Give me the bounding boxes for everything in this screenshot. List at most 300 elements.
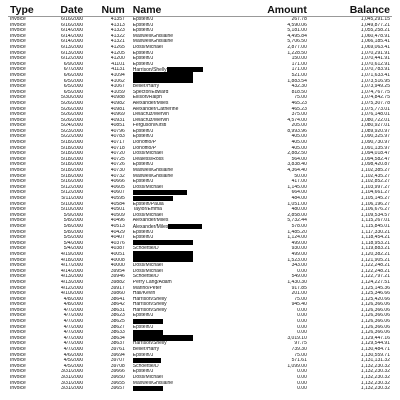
cell-balance: 1,055,258.21 [360,28,390,34]
cell-date: 5/23/2000 [60,128,84,134]
cell-balance: 1,132,230.32 [360,363,390,369]
cell-date: 6/5/2000 [63,78,84,84]
cell-num: 40969 [110,112,125,118]
redaction-bar [133,196,173,201]
ledger-sheet [8,0,392,400]
cell-type: Invoice [10,291,26,297]
cell-balance: 1,115,267.01 [361,218,390,224]
cell-type: Invoice [10,240,26,246]
cell-name: Doss/Michael [132,44,163,50]
cell-num: 40000 [110,263,125,269]
cell-name: Alexander/Miles [129,224,232,231]
cell-amount: 0.00 [297,313,307,319]
cell-name: Epstein/J [132,50,154,56]
cell-name: Epstein/J [132,28,154,34]
redaction-bar [133,72,193,77]
cell-type: Invoice [10,257,26,263]
cell-date: 5/26/2000 [60,112,84,118]
cell-type: Invoice [10,207,26,213]
cell-name: Ferguson/Kirsti [132,123,167,129]
cell-date: 3/31/2000 [60,380,84,386]
cell-amount: 571.61 [291,358,307,364]
cell-balance: 1,090,325.97 [360,134,390,140]
cell-name: Epstein/J [132,22,154,28]
cell-amount: 818.50 [291,89,307,95]
cell-num: 40607 [110,190,125,196]
cell-amount: 8,993.96 [287,128,307,134]
cell-amount: 5,732.44 [287,218,307,224]
cell-name: Dealess/Ross [132,156,164,162]
cell-name: Doss/Michael [132,151,163,157]
cell-type: Invoice [10,140,26,146]
cell-amount: 97.75 [294,341,307,347]
cell-amount: 2,882.50 [287,151,307,157]
cell-amount: 2,877.00 [287,44,307,50]
cell-balance: 1,076,148.01 [360,112,390,118]
redaction-bar [133,358,161,363]
cell-type: Invoice [10,386,26,392]
cell-type: Invoice [10,151,26,157]
cell-balance: 1,126,366.06 [360,324,390,330]
cell-balance: 1,073,949.25 [360,84,390,90]
cell-num: 41265 [110,44,125,50]
cell-amount: 499.00 [291,240,307,246]
cell-type: Invoice [10,196,26,201]
cell-type: Invoice [10,335,26,341]
cell-amount: 405.00 [291,145,307,151]
cell-name: Epstein/J [132,229,154,235]
cell-balance: 1,074,767.75 [360,89,390,95]
cell-date: 4/7/2000 [63,330,84,336]
cell-amount: 564.00 [291,156,307,162]
redaction-bar [168,224,202,229]
cell-date: 6/16/2000 [60,17,84,22]
cell-balance: 1,129,544.91 [360,341,390,347]
cell-amount: 375.00 [291,112,307,118]
cell-balance: 1,125,145.36 [360,285,390,291]
cell-name: Harrison/Shelly [132,296,167,302]
cell-balance: 1,045,291.15 [360,17,390,22]
cell-amount: 930.00 [291,246,307,252]
cell-name: Perry Lang/Adam [132,279,172,285]
cell-name: Epstein/Paula [132,201,164,207]
cell-num: 39694 [110,352,125,358]
header-name: Name [132,4,162,16]
redaction-bar [133,319,163,324]
cell-type: Invoice [10,39,26,45]
cell-date: 5/18/2000 [60,145,84,151]
cell-date: 4/5/2000 [63,358,84,364]
cell-date: 4/7/2000 [63,341,84,347]
cell-num: 41205 [110,50,125,56]
cell-num: 40982 [110,100,125,106]
cell-balance: 1,132,230.32 [360,380,390,386]
cell-balance: 1,126,366.06 [360,302,390,308]
cell-balance: 1,071,633.41 [360,72,390,78]
cell-balance: 1,075,773.01 [360,106,390,112]
cell-date: 4/18/2000 [60,257,84,263]
redaction-bar [133,335,193,340]
cell-amount: 150.00 [291,56,307,62]
cell-amount: 0.00 [297,268,307,274]
cell-balance: 1,070,441.91 [360,56,390,62]
cell-amount: 1,883.54 [287,78,307,84]
cell-amount: 0.00 [297,330,307,336]
cell-name: Doss/Michael [132,184,163,190]
cell-amount: 499.00 [291,251,307,257]
cell-name: Epstein/J [132,235,154,241]
cell-type: Invoice [10,33,26,39]
cell-name: Epstein/J [132,324,154,330]
column-header-row [8,0,392,17]
cell-num: 40730 [110,168,125,174]
cell-date: 5/18/2000 [60,168,84,174]
cell-balance: 1,074,842.75 [360,95,390,101]
cell-num: 38637 [110,341,125,347]
cell-name: Harrison/Shelly [132,341,167,347]
cell-type: Invoice [10,313,26,319]
cell-balance: 1,126,366.06 [360,330,390,336]
cell-date: 6/14/2000 [60,33,84,39]
table-row [8,386,392,392]
cell-name: Marino/Peter [132,285,162,291]
cell-amount: 75.00 [294,95,307,101]
cell-date: 5/12/2000 [60,190,84,196]
cell-num: 40376 [110,240,125,246]
cell-name: Donoffio/P [132,140,157,146]
cell-num: 40783 [110,134,125,140]
cell-date: 6/13/2000 [60,50,84,56]
cell-type: Invoice [10,61,26,67]
cell-date: 4/12/2000 [60,285,84,291]
cell-type: Invoice [10,112,26,118]
cell-date: 5/8/2000 [63,218,84,224]
cell-num: 40496 [110,218,125,224]
cell-date: 4/7/2000 [63,307,84,313]
cell-balance: 1,126,366.06 [360,313,390,319]
cell-type: Invoice [10,223,26,229]
cell-balance: 1,120,382.21 [360,251,390,257]
cell-date: 6/7/2000 [63,67,84,73]
cell-date: 5/24/2000 [60,123,84,129]
header-num: Num [101,4,125,16]
cell-name: Harrison/Shelly [132,307,167,313]
cell-date: 5/18/2000 [60,151,84,157]
cell-num: 40387 [110,246,125,252]
cell-date: 3/31/2000 [60,369,84,375]
cell-num: 38631 [110,307,125,313]
cell-balance: 1,124,227.51 [360,279,390,285]
cell-type: Invoice [10,134,26,140]
cell-num: 39707 [110,358,125,364]
cell-type: Invoice [10,168,26,174]
cell-date: 6/5/2000 [63,84,84,90]
cell-date: 5/18/2000 [60,162,84,168]
redaction-bar [133,78,193,83]
cell-date: 5/5/2000 [63,235,84,241]
cell-name: Epstein/J [132,56,154,62]
cell-num: 40720 [110,151,125,157]
cell-name: Spector/Edward [132,89,169,95]
cell-type: Invoice [10,95,26,101]
cell-name: Delacruz/Mervin [132,112,169,118]
cell-date: 5/26/2000 [60,100,84,106]
cell-num: 40513 [110,223,125,229]
cell-amount: 417.00 [291,179,307,185]
cell-balance: 1,126,366.06 [360,307,390,313]
cell-balance: 1,103,997.27 [360,184,390,190]
cell-num: 40931 [110,117,125,123]
cell-balance: 1,073,516.95 [360,78,390,84]
cell-name: Schoettle/D [132,363,159,369]
cell-name: Maxwell/Ghislaine [132,173,174,179]
cell-amount: 4,495.84 [287,33,307,39]
cell-balance: 1,125,346.66 [360,291,390,297]
cell-type: Invoice [10,212,26,218]
cell-balance: 1,129,447.16 [360,335,390,341]
cell-amount: 2,858.00 [287,212,307,218]
cell-balance: 1,105,145.27 [360,196,390,201]
cell-date: 5/10/2000 [60,207,84,213]
cell-amount: 1,523.00 [287,257,307,263]
cell-date: 5/18/2000 [60,173,84,179]
cell-balance: 1,080,927.01 [360,123,390,129]
cell-balance: 1,069,063.41 [360,44,390,50]
cell-name: Doss/Michael [132,212,163,218]
cell-name: Epstein/J [132,162,154,168]
cell-num: 40988 [110,95,125,101]
cell-num: 40584 [110,201,125,207]
cell-date: 5/22/2000 [60,134,84,140]
cell-amount: 0.00 [297,324,307,330]
cell-type: Invoice [10,330,26,336]
cell-type: Invoice [10,341,26,347]
cell-num: 40725 [110,156,125,162]
cell-type: Invoice [10,123,26,129]
cell-num: 38642 [110,302,125,308]
cell-type: Invoice [10,44,26,50]
cell-name: Epstein/J [132,61,154,67]
cell-date: 6/5/2000 [63,89,84,95]
cell-type: Invoice [10,251,26,257]
cell-num: 41101 [111,61,125,67]
cell-balance: 1,091,135.97 [360,145,390,151]
cell-amount: 0.00 [297,386,307,392]
cell-num: 39882 [110,279,125,285]
cell-amount: 480.00 [291,207,307,213]
cell-balance: 1,102,385.27 [360,168,390,174]
cell-balance: 1,121,905.21 [360,257,390,263]
cell-date: 5/26/2000 [60,106,84,112]
cell-name: Ellison/Ralph [132,95,162,101]
cell-num: 41322 [110,33,125,39]
cell-date: 3/31/2000 [60,375,84,380]
cell-amount: 465.23 [291,106,307,112]
cell-name: Alexander/Catherine [132,106,179,112]
cell-date: 5/8/2000 [63,229,84,235]
cell-balance: 1,117,330.21 [361,229,390,235]
cell-amount: 1,485.20 [287,229,307,235]
cell-balance: 1,118,953.21 [361,240,390,246]
cell-type: Invoice [10,363,26,369]
cell-balance: 1,122,248.21 [360,268,390,274]
cell-num: 38634 [110,335,125,341]
cell-amount: 0.00 [297,319,307,325]
cell-num: 40509 [110,212,125,218]
cell-num: 41067 [110,84,125,90]
cell-amount: 1,228.50 [287,50,307,56]
cell-amount: 917.85 [291,285,307,291]
redaction-bar [133,240,193,245]
cell-balance: 1,104,661.27 [360,190,390,196]
cell-balance: 1,122,248.21 [360,263,390,269]
cell-amount: 171.00 [291,61,307,67]
cell-date: 5/10/2000 [60,201,84,207]
header-balance: Balance [349,4,390,16]
cell-num: 38633 [110,330,125,336]
cell-date: 4/8/2000 [63,296,84,302]
header-amount: Amount [267,4,307,16]
cell-num: 40981 [110,106,125,112]
cell-date: 6/6/2000 [63,72,84,78]
cell-balance: 1,049,877.21 [360,22,390,28]
redaction-bar [133,257,193,262]
cell-amount: 0.00 [297,369,307,375]
cell-name: Maxwell/Ghislaine [132,33,174,39]
cell-num: 40051 [110,251,125,257]
cell-balance: 1,102,852.27 [360,179,390,185]
cell-num: 41313 [110,22,125,28]
cell-name: Alexander/Miles [132,218,169,224]
cell-name: Epstein/J [132,17,154,22]
cell-name: Harrison/Shelly [129,67,232,74]
cell-balance: 1,118,454.21 [361,235,390,241]
cell-amount: 5,706.50 [287,39,307,45]
cell-balance: 1,132,230.32 [360,369,390,375]
cell-amount: 50.00 [294,173,307,179]
cell-balance: 1,132,230.32 [360,375,390,380]
cell-type: Invoice [10,28,26,34]
cell-num: 40717 [110,140,125,146]
redaction-bar [133,190,187,195]
cell-type: Invoice [10,117,26,123]
cell-date: 5/8/2000 [63,223,84,229]
cell-num: 41321 [110,39,125,45]
cell-date: 6/16/2000 [60,22,84,28]
cell-num: 41357 [110,17,125,22]
cell-num: 39761 [110,347,125,353]
cell-type: Invoice [10,229,26,235]
cell-name [129,386,232,393]
cell-name: Schoettle/D [132,246,159,252]
cell-amount: 1,430.30 [287,279,307,285]
cell-balance: 1,125,420.66 [360,296,390,302]
cell-num: 41062 [110,78,125,84]
cell-amount: 664.00 [291,190,307,196]
cell-amount: 4,364.40 [287,168,307,174]
cell-type: Invoice [10,218,26,224]
cell-balance: 1,075,307.78 [360,100,390,106]
cell-balance: 1,106,196.27 [360,201,390,207]
cell-type: Invoice [10,56,26,62]
cell-balance: 1,094,018.47 [360,151,390,157]
cell-num: 40732 [110,173,125,179]
cell-date: 5/16/2000 [60,179,84,185]
cell-num: 40008 [110,257,125,263]
cell-date: 4/14/2000 [60,268,84,274]
cell-date: 4/19/2000 [60,251,84,257]
cell-type: Invoice [10,173,26,179]
cell-date: 4/10/2000 [60,291,84,297]
cell-num: 40407 [110,235,125,241]
cell-date: 4/7/2000 [63,313,84,319]
cell-balance: 1,070,291.91 [360,50,390,56]
cell-date: 5/4/2000 [63,246,84,252]
cell-amount: 343.00 [291,263,307,269]
cell-date: 4/5/2000 [63,363,84,369]
cell-date: 5/12/2000 [60,184,84,190]
cell-name: Epstein/J [132,352,154,358]
cell-amount: 4,574.00 [287,117,307,123]
cell-date: 6/13/2000 [60,44,84,50]
cell-amount: 432.30 [291,84,307,90]
cell-type: Invoice [10,17,26,22]
cell-balance: 1,070,612.91 [360,61,390,67]
cell-balance: 1,132,230.32 [360,386,390,392]
cell-name: Epstein/J [132,134,154,140]
cell-amount: 405.00 [291,140,307,146]
cell-amount: 405.00 [291,134,307,140]
redaction-bar [133,330,163,335]
cell-num: 39946 [110,274,125,280]
cell-amount: 4,590.06 [287,22,307,28]
cell-num: 39708 [110,363,125,369]
cell-type: Invoice [10,235,26,241]
cell-num: 38625 [110,319,125,325]
cell-date: 4/7/2000 [63,335,84,341]
cell-name: Donoffio/P [132,145,157,151]
cell-date: 4/7/2000 [63,347,84,353]
cell-date: 5/30/2000 [60,95,84,101]
cell-name: Epstein/J [132,313,154,319]
cell-type: Invoice [10,128,26,134]
cell-type: Invoice [10,279,26,285]
cell-date: 6/9/2000 [63,61,84,67]
cell-balance: 1,106,676.27 [360,207,390,213]
cell-type: Invoice [10,100,26,106]
cell-type: Invoice [10,78,26,84]
ledger-rows [8,17,392,399]
cell-amount: 205.00 [291,123,307,129]
cell-type: Invoice [10,307,26,313]
cell-num: 39655 [110,380,125,386]
cell-num: 41059 [110,89,125,95]
cell-name: Epstein/J [132,369,154,375]
cell-balance: 1,090,730.97 [360,140,390,146]
cell-name: Doss/Michael [132,375,163,380]
cell-type: Invoice [10,84,26,90]
cell-amount: 75.00 [294,296,307,302]
cell-num: 38627 [110,324,125,330]
cell-balance: 1,098,420.87 [360,162,390,168]
redaction-bar [167,67,203,72]
cell-num: 39657 [110,386,125,392]
cell-amount: 171.00 [291,67,307,73]
cell-date: 3/31/2000 [60,386,84,392]
cell-name: Maxwell/Ghislaine [132,168,174,174]
redaction-bar [133,386,163,391]
cell-name: Schoettle/D [132,274,159,280]
